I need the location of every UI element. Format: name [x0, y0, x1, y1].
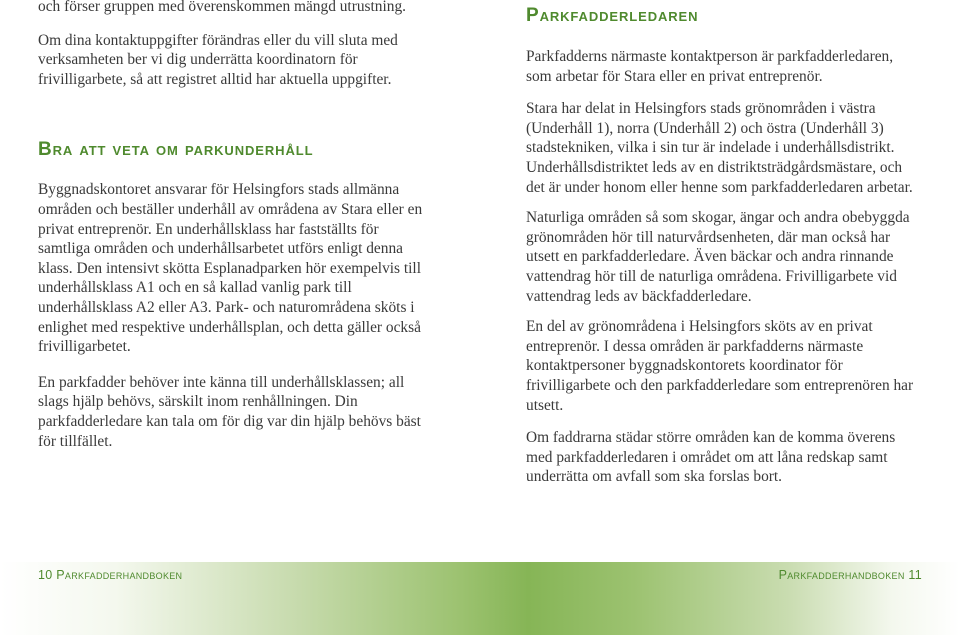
right-paragraph-1: Parkfadderns närmaste kontaktperson är parkfadderledaren, som arbetar för Stara eller en privat entreprenör.	[526, 48, 894, 85]
page-number-left: 10	[38, 568, 53, 582]
right-paragraph-4: En del av grönområdena i Helsingfors sköts av en privat entreprenör. I dessa områden är parkfadderns närmaste kontaktpersoner byggnadskontorets koordinator för frivilligarbete och den parkfadderledare som entreprenören har utsett.	[526, 318, 914, 414]
left-column	[38, 0, 434, 451]
left-section-heading: Bra att veta om parkunderhåll	[38, 139, 314, 161]
right-paragraph-5: Om faddrarna städar större områden kan de komma överens med parkfadderledaren i området om att låna redskap samt underrätta om avfall som ska forslas bort.	[526, 429, 896, 486]
footer-left-title: Parkfadderhandboken	[56, 568, 183, 582]
footer-right-title: Parkfadderhandboken	[778, 568, 905, 582]
page-number-right: 11	[908, 568, 922, 582]
footer-right	[779, 568, 922, 582]
right-column	[526, 0, 922, 487]
left-paragraph-2: Om dina kontaktuppgifter förändras eller du vill sluta med verksamheten ber vi dig underrätta koordinatorn för frivilligarbete, så att registret alltid har aktuella uppgifter.	[38, 31, 398, 88]
left-paragraph-4: En parkfadder behöver inte känna till underhållsklassen; all slags hjälp behövs, särskilt inom renhållningen. Din parkfadderledare kan tala om för dig var din hjälp behövs bäst för tillfället.	[38, 373, 421, 450]
left-paragraph-1: och förser gruppen med överenskommen mängd utrustning.	[38, 0, 407, 15]
right-section-heading: Parkfadderledaren	[526, 5, 699, 26]
left-paragraph-3: Byggnadskontoret ansvarar för Helsingfors stads allmänna områden och beställer underhåll av områdena av Stara eller en privat entreprenör. En underhållsklass har fastställts för samtliga områden och underhållsarbetet utförs enligt denna klass. Den intensivt skötta Esplanadparken hör exempelvis till underhållsklass A1 och en så kallad vanlig park till underhållsklass A2 eller A3. Park- och naturområdena sköts i enlighet med respektive underhållsplan, och detta gäller också frivilligarbetet.	[38, 181, 423, 356]
right-paragraph-2: Stara har delat in Helsingfors stads grönområden i västra (Underhåll 1), norra (Underhåll 2) och östra (Underhåll 3) stadstekniken, vilka i sin tur är indelade i underhållsdistrikt. Underhållsdistriktet leds av en distriktsträdgårdsmästare, och det är under honom eller henne som parkfadderledaren arbetar.	[526, 100, 913, 196]
footer-left	[38, 568, 182, 582]
right-paragraph-3: Naturliga områden så som skogar, ängar och andra obebyggda grönområden hör till naturvårdsenheten, där man också har utsett en parkfadderledare. Även bäckar och andra rinnande vattendrag hör till de naturliga områdena. Frivilligarbete vid vattendrag leds av bäckfadderledare.	[526, 209, 910, 305]
